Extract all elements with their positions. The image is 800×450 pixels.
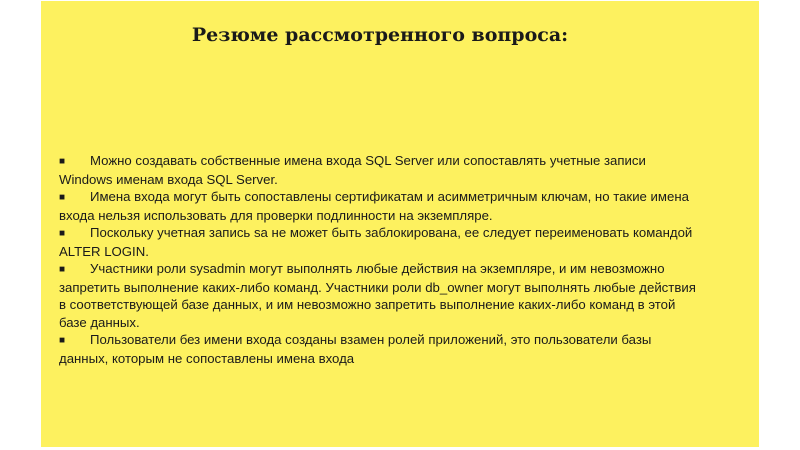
bullet-text: Можно создавать собственные имена входа SQL Server или сопоставлять учетные записи Windows именам входа SQL Server. (59, 153, 646, 187)
bullet-text: Пользователи без имени входа созданы взамен ролей приложений, это пользователи базы данных, которым не сопоставлены имена входа (59, 332, 652, 366)
slide-title: Резюме рассмотренного вопроса: (191, 24, 569, 46)
bullet-item-1 (59, 152, 699, 188)
bullet-text: Участники роли sysadmin могут выполнять любые действия на экземпляре, и им невозможно запретить выполнение каких-либо команд. Участники роли db_owner могут выполнять любые действия в соответствующей базе данных, и им невозможно запретить выполнение каких-либо команд в этой базе данных. (59, 261, 696, 330)
bullet-item-2 (59, 188, 699, 224)
bullet-text: Имена входа могут быть сопоставлены сертификатам и асимметричным ключам, но такие имена входа нельзя использовать для проверки подлинности на экземпляре. (59, 189, 689, 223)
bullet-item-4 (59, 260, 699, 331)
bullet-square-icon: ■ (59, 192, 66, 203)
bullet-item-5 (59, 331, 699, 367)
bullet-text: Поскольку учетная запись sa не может быть заблокирована, ее следует переименовать командой ALTER LOGIN. (59, 225, 693, 259)
bullet-item-3 (59, 224, 699, 260)
slide-body (59, 152, 699, 367)
bullet-square-icon: ■ (59, 156, 66, 167)
bullet-square-icon: ■ (59, 335, 66, 346)
bullet-square-icon: ■ (59, 264, 66, 275)
bullet-square-icon: ■ (59, 228, 66, 239)
